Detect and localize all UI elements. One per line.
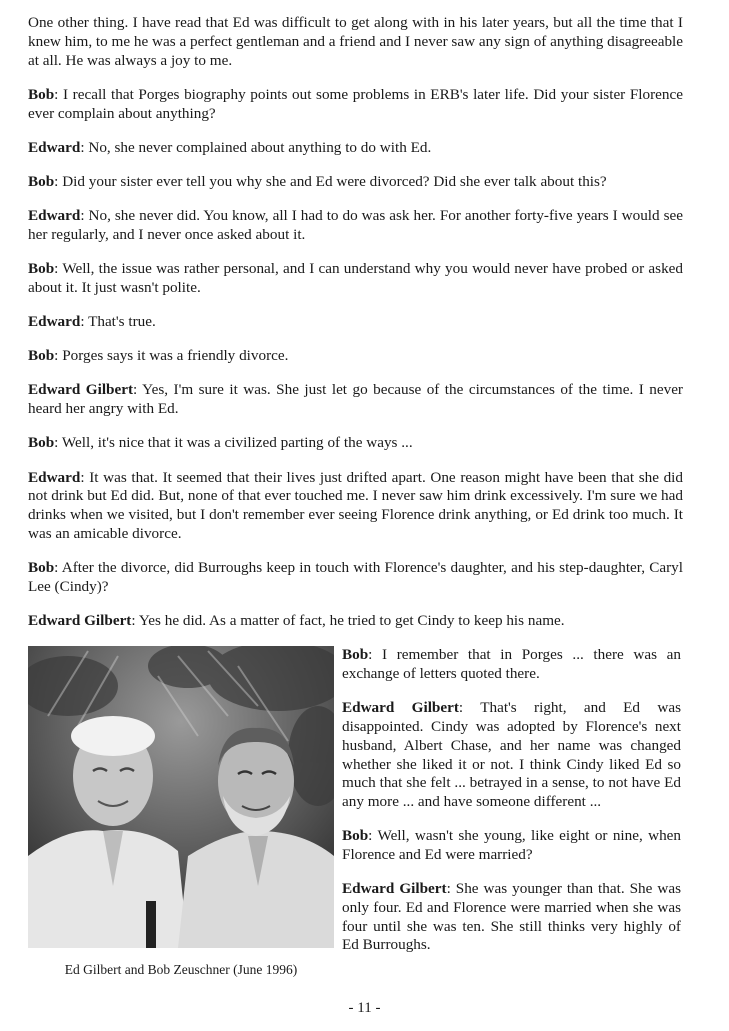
- paragraph: Bob: After the divorce, did Burroughs keep in touch with Florence's daughter, and his step-daughter, Caryl Lee (Cindy)?: [28, 559, 683, 596]
- photo-ed-gilbert-bob-zeuschner: [28, 646, 334, 948]
- paragraph: Bob: Well, wasn't she young, like eight or nine, when Florence and Ed were married?: [342, 827, 681, 863]
- speaker-label: Bob: [28, 85, 55, 103]
- paragraph: Bob: Did your sister ever tell you why she and Ed were divorced? Did she ever talk about this?: [28, 172, 607, 190]
- speaker-label: Bob: [28, 559, 55, 577]
- article-body: [28, 14, 683, 996]
- paragraph: Edward: It was that. It seemed that their lives just drifted apart. One reason might have been that she did not drink but Ed did. But, none of that ever touched me. I never saw him drink excessively. I'm sure we had drinks when we visited, but I don't remember ever seeing Florence drink anything, or Ed drink too much. It was an amicable divorce.: [28, 468, 683, 543]
- photo-image: [28, 646, 334, 948]
- speaker-label: Edward Gilbert: [28, 381, 134, 399]
- paragraph: Bob: I recall that Porges biography points out some problems in ERB's later life. Did your sister Florence ever complain about anything?: [28, 85, 683, 122]
- speaker-label: Edward Gilbert: [342, 879, 447, 897]
- speaker-label: Bob: [28, 434, 55, 452]
- paragraph: Bob: I remember that in Porges ... there was an exchange of letters quoted there.: [342, 646, 681, 683]
- right-column: [342, 646, 681, 970]
- paragraph: Edward Gilbert: Yes he did. As a matter of fact, he tried to get Cindy to keep his name.: [28, 612, 565, 630]
- speaker-label: Bob: [28, 172, 55, 190]
- photo-caption: Ed Gilbert and Bob Zeuschner (June 1996): [64, 962, 298, 978]
- paragraph: Edward: No, she never did. You know, all I had to do was ask her. For another forty-five years I would see her regularly, and I never once asked about it.: [28, 207, 683, 243]
- speaker-label: Edward Gilbert: [28, 612, 132, 630]
- paragraph: Edward: That's true.: [28, 313, 156, 331]
- speaker-label: Bob: [28, 260, 55, 278]
- photo-figure: [28, 646, 334, 978]
- speaker-label: Edward: [28, 468, 81, 486]
- paragraph: Bob: Well, the issue was rather personal, and I can understand why you would never have probed or asked about it. It just wasn't polite.: [28, 260, 683, 296]
- paragraph: Edward: No, she never complained about anything to do with Ed.: [28, 138, 432, 156]
- paragraph: Bob: Well, it's nice that it was a civilized parting of the ways ...: [28, 434, 413, 452]
- top-paragraphs: [28, 14, 683, 631]
- speaker-label: Edward: [28, 313, 81, 331]
- paragraph: Bob: Porges says it was a friendly divorce.: [28, 347, 289, 365]
- paragraph: Edward Gilbert: That's right, and Ed was disappointed. Cindy was adopted by Florence's next husband, Albert Chase, and her name was changed whether she liked it or not. I think Cindy liked Ed so much that she felt ... betrayed in a sense, to not have Ed any more ... and have someone different ...: [342, 699, 681, 811]
- photo-and-text-section: [28, 646, 683, 996]
- paragraph: Edward Gilbert: She was younger than that. She was only four. Ed and Florence were married when she was four until she was ten. She still thinks very highly of Ed Burroughs.: [342, 879, 681, 954]
- paragraph: Edward Gilbert: Yes, I'm sure it was. She just let go because of the circumstances of the time. I never heard her angry with Ed.: [28, 381, 683, 418]
- speaker-label: Bob: [28, 347, 55, 365]
- speaker-label: Bob: [342, 827, 369, 845]
- speaker-label: Edward: [28, 207, 81, 225]
- speaker-label: Edward Gilbert: [342, 699, 459, 717]
- page-number: - 11 -: [348, 1000, 381, 1016]
- speaker-label: Bob: [342, 646, 369, 664]
- speaker-label: Edward: [28, 138, 81, 156]
- paragraph: One other thing. I have read that Ed was difficult to get along with in his later years, but all the time that I knew him, to me he was a perfect gentleman and a friend and I never saw any sign of anything disagreeable at all. He was always a joy to me.: [28, 14, 683, 69]
